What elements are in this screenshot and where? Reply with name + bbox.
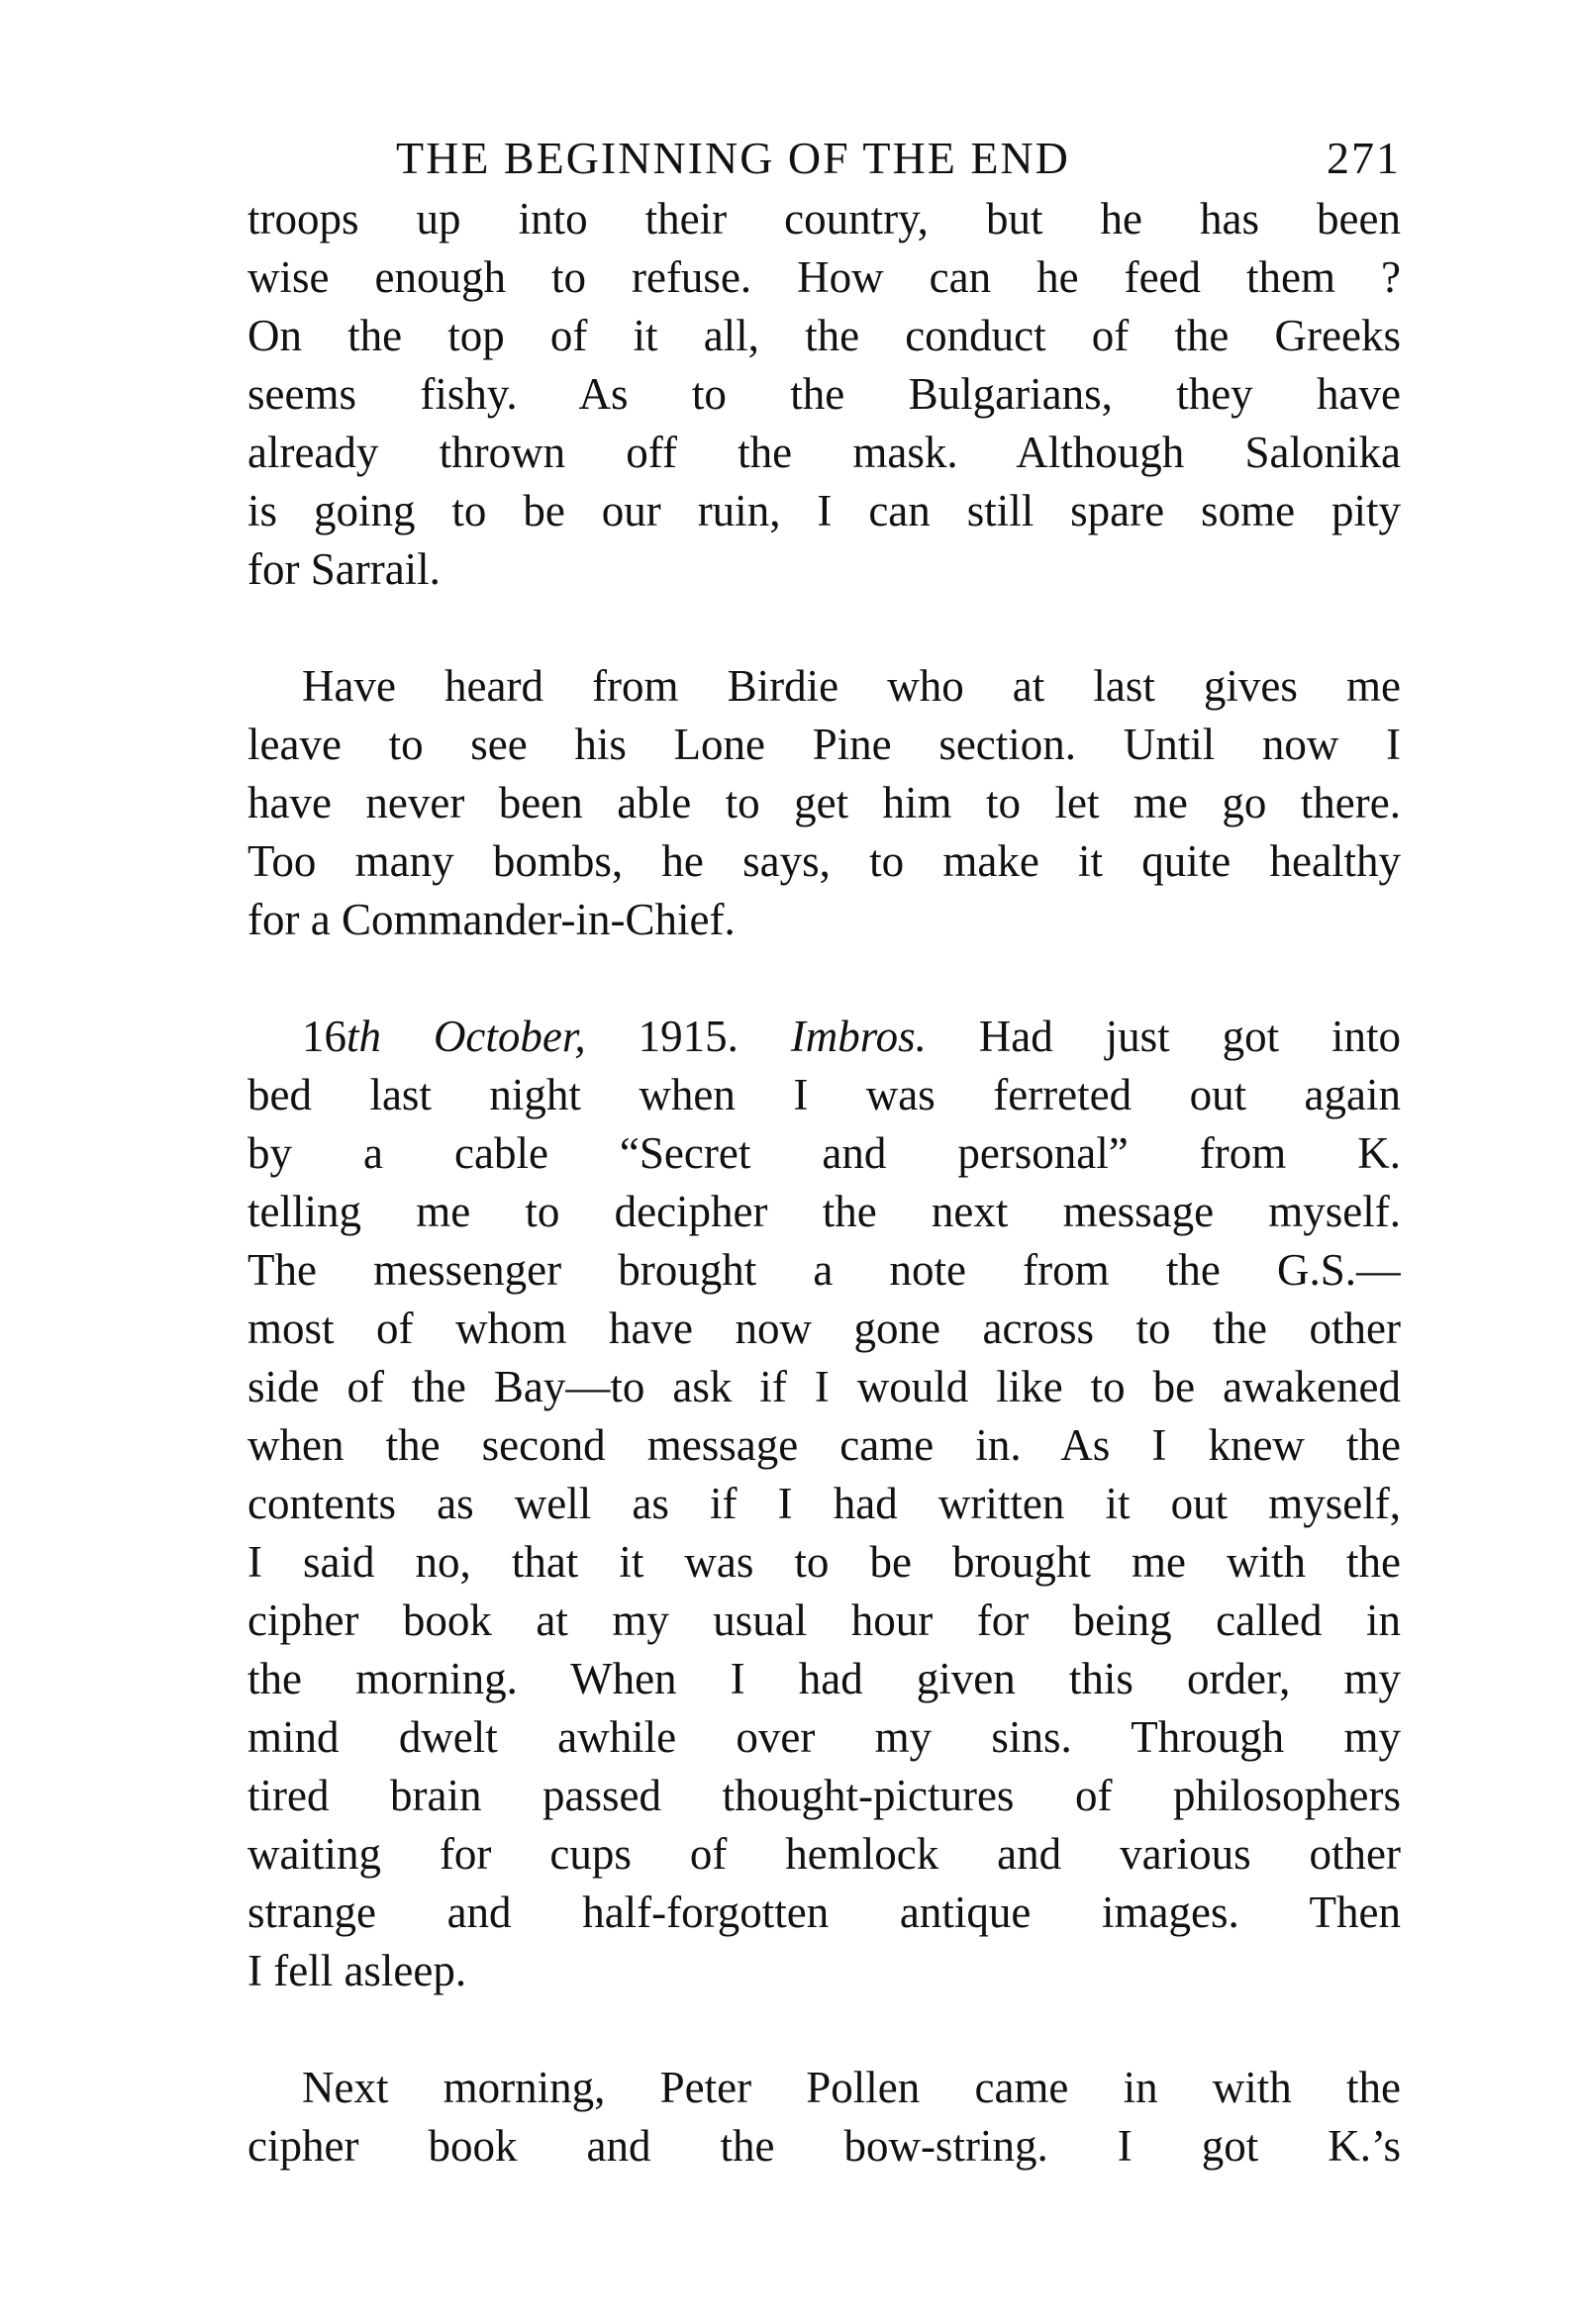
text-line: tired brain passed thought-pictures of philosophers xyxy=(247,1771,1401,1820)
paragraph-1 xyxy=(247,190,1401,599)
text-line: strange and half-forgotten antique images. Then xyxy=(247,1888,1401,1937)
text-line: for Sarrail. xyxy=(247,544,441,594)
book-page xyxy=(247,129,1401,2176)
text-line: I fell asleep. xyxy=(247,1946,467,1995)
text-line: already thrown off the mask. Although Salonika xyxy=(247,428,1401,477)
text-line: telling me to decipher the next message myself. xyxy=(247,1187,1401,1236)
entry-place: Imbros. xyxy=(790,1012,927,1061)
text-line: mind dwelt awhile over my sins. Through my xyxy=(247,1712,1401,1762)
text-line: when the second message came in. As I knew the xyxy=(247,1420,1401,1470)
text-line: side of the Bay—to ask if I would like to be awakened xyxy=(247,1362,1401,1411)
text-line: The messenger brought a note from the G.S.— xyxy=(247,1245,1401,1295)
text-line: I said no, that it was to be brought me with the xyxy=(247,1537,1401,1587)
paragraph-2 xyxy=(247,657,1401,949)
entry-date-year: 1915. xyxy=(585,1012,791,1061)
text-line: wise enough to refuse. How can he feed them ? xyxy=(247,252,1401,302)
text-line: seems fishy. As to the Bulgarians, they have xyxy=(247,369,1401,419)
entry-date-ordinal: th xyxy=(346,1012,382,1061)
text-line: leave to see his Lone Pine section. Until now I xyxy=(247,720,1401,769)
running-head xyxy=(247,129,1401,188)
text-line: waiting for cups of hemlock and various other xyxy=(247,1829,1401,1879)
body-text xyxy=(247,190,1401,2176)
text-line: by a cable “Secret and personal” from K. xyxy=(247,1128,1401,1178)
text-line: contents as well as if I had written it out myself, xyxy=(247,1479,1401,1528)
text-line: troops up into their country, but he has been xyxy=(247,194,1401,243)
running-title: THE BEGINNING OF THE END xyxy=(396,133,1070,183)
text-line: most of whom have now gone across to the other xyxy=(247,1304,1401,1353)
text-line: the morning. When I had given this order, my xyxy=(247,1654,1401,1703)
text-line: cipher book at my usual hour for being called in xyxy=(247,1596,1401,1645)
page-number: 271 xyxy=(1327,133,1401,183)
text-line: On the top of it all, the conduct of the Greeks xyxy=(247,311,1401,360)
text-line: cipher book and the bow-string. I got K.’s xyxy=(247,2121,1401,2171)
diary-entry-first-line xyxy=(247,1008,1401,1066)
text-line: have never been able to get him to let me go there. xyxy=(247,778,1401,827)
paragraph-3-diary-entry xyxy=(247,1008,1401,2000)
text-line: Too many bombs, he says, to make it quite healthy xyxy=(247,836,1401,886)
entry-date-day: 16 xyxy=(302,1012,346,1061)
text-line: Have heard from Birdie who at last gives me xyxy=(302,661,1401,711)
text-line: Next morning, Peter Pollen came in with the xyxy=(302,2063,1401,2112)
text-line: bed last night when I was ferreted out again xyxy=(247,1070,1401,1119)
text-line: for a Commander-in-Chief. xyxy=(247,895,736,944)
paragraph-4 xyxy=(247,2059,1401,2176)
entry-date-month: October, xyxy=(433,1012,586,1061)
entry-first-line-rest: Had just got into xyxy=(926,1012,1401,1061)
text-line: is going to be our ruin, I can still spare some pity xyxy=(247,486,1401,535)
